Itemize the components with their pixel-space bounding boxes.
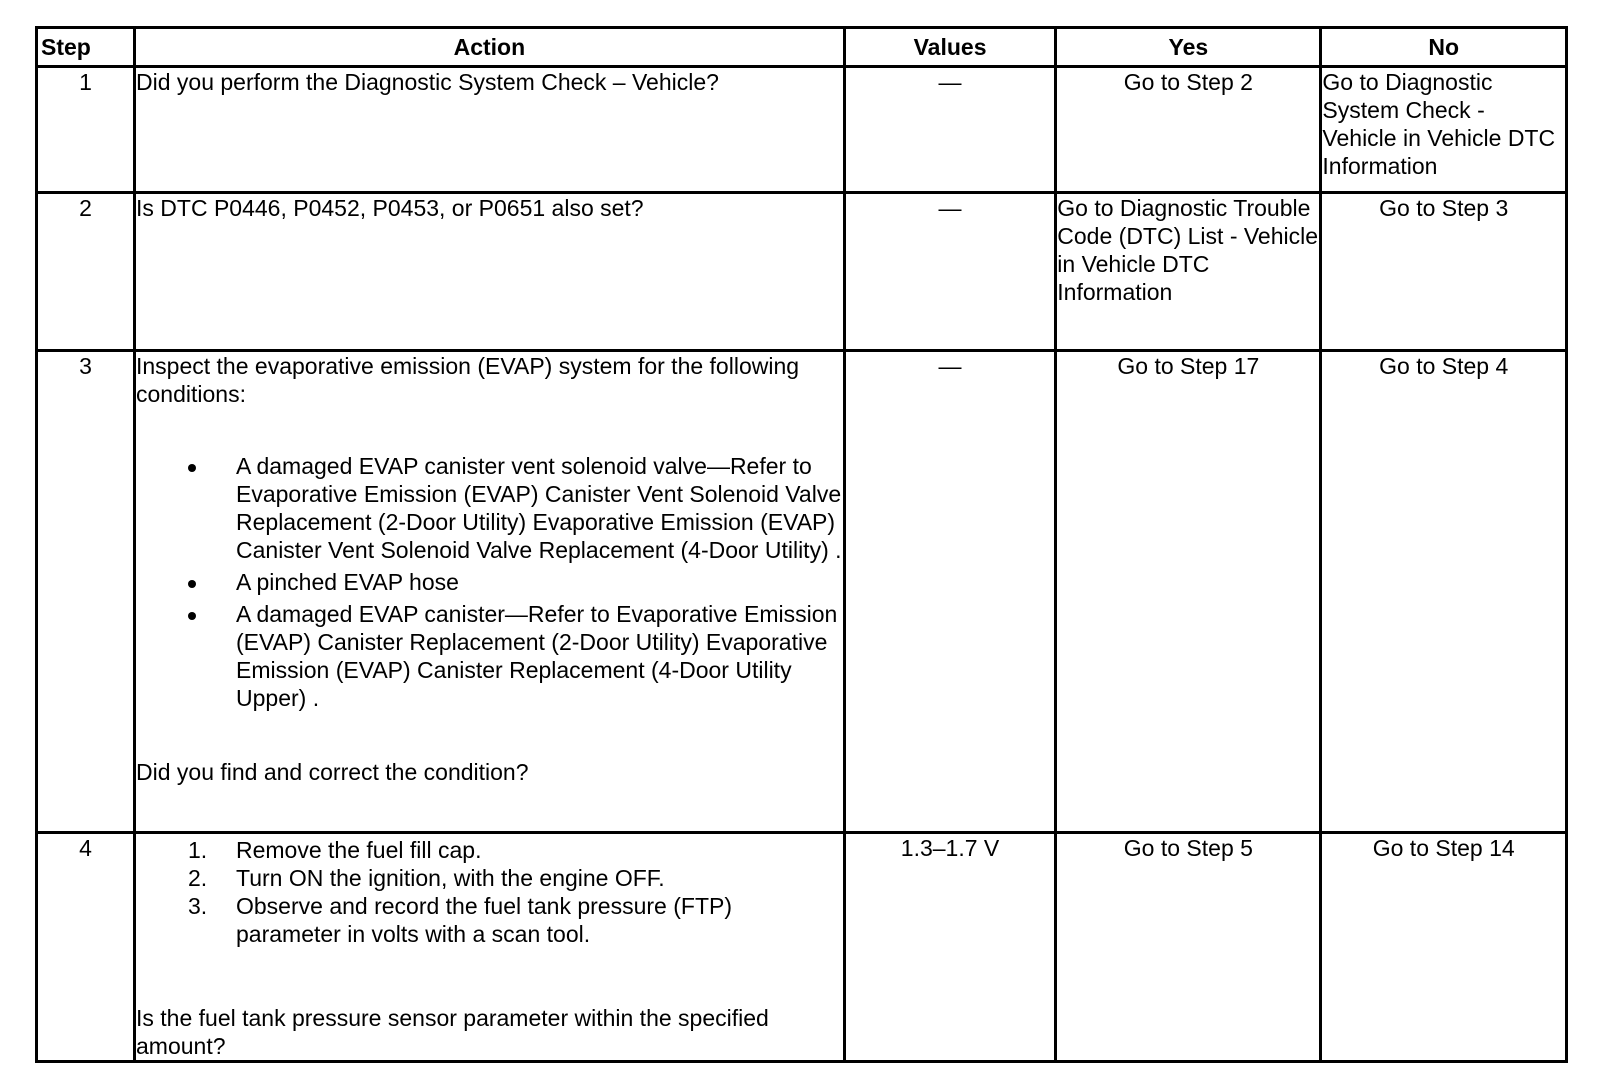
yes-link[interactable]: Go to Step 5 bbox=[1056, 833, 1321, 1062]
action-text: Did you perform the Diagnostic System Check – Vehicle? bbox=[135, 67, 845, 193]
list-item-text: Remove the fuel fill cap. bbox=[236, 837, 482, 863]
list-number: 2. bbox=[188, 865, 208, 891]
header-action: Action bbox=[135, 28, 845, 67]
value-cell: — bbox=[844, 351, 1055, 833]
value-cell: — bbox=[844, 67, 1055, 193]
header-step: Step bbox=[37, 28, 135, 67]
value-cell: 1.3–1.7 V bbox=[844, 833, 1055, 1062]
bullet-icon bbox=[188, 612, 196, 620]
bullet-icon bbox=[188, 464, 196, 472]
yes-link[interactable]: Go to Diagnostic Trouble Code (DTC) List - Vehicle in Vehicle DTC Information bbox=[1056, 193, 1321, 351]
action-question: Is the fuel tank pressure sensor parameter within the specified amount? bbox=[136, 1005, 769, 1059]
list-item bbox=[136, 864, 843, 892]
list-item-text: A pinched EVAP hose bbox=[236, 569, 459, 595]
step-number: 4 bbox=[37, 833, 135, 1062]
action-intro: Inspect the evaporative emission (EVAP) system for the following conditions: bbox=[136, 353, 800, 407]
header-values: Values bbox=[844, 28, 1055, 67]
header-yes: Yes bbox=[1056, 28, 1321, 67]
no-link[interactable]: Go to Step 14 bbox=[1321, 833, 1567, 1062]
diagnostic-table bbox=[35, 26, 1568, 1063]
condition-list bbox=[136, 452, 843, 712]
list-item bbox=[136, 892, 843, 948]
yes-link[interactable]: Go to Step 17 bbox=[1056, 351, 1321, 833]
header-row bbox=[37, 28, 1567, 67]
no-link[interactable]: Go to Step 4 bbox=[1321, 351, 1567, 833]
header-no: No bbox=[1321, 28, 1567, 67]
no-link[interactable]: Go to Diagnostic System Check - Vehicle in Vehicle DTC Information bbox=[1321, 67, 1567, 193]
list-item bbox=[136, 836, 843, 864]
step-number: 2 bbox=[37, 193, 135, 351]
list-item bbox=[136, 568, 843, 596]
list-number: 3. bbox=[188, 893, 208, 919]
action-cell bbox=[135, 351, 845, 833]
step-number: 1 bbox=[37, 67, 135, 193]
action-text: Is DTC P0446, P0452, P0453, or P0651 also set? bbox=[135, 193, 845, 351]
table-row bbox=[37, 833, 1567, 1062]
table-row bbox=[37, 351, 1567, 833]
bullet-icon bbox=[188, 580, 196, 588]
procedure-list bbox=[136, 836, 843, 948]
value-cell: — bbox=[844, 193, 1055, 351]
step-number: 3 bbox=[37, 351, 135, 833]
action-question: Did you find and correct the condition? bbox=[136, 759, 529, 785]
no-link[interactable]: Go to Step 3 bbox=[1321, 193, 1567, 351]
yes-link[interactable]: Go to Step 2 bbox=[1056, 67, 1321, 193]
list-number: 1. bbox=[188, 837, 208, 863]
list-item-text: Observe and record the fuel tank pressure (FTP) parameter in volts with a scan tool. bbox=[236, 893, 732, 947]
list-item-text: A damaged EVAP canister—Refer to Evaporative Emission (EVAP) Canister Replacement (2-Door Utility) Evaporative Emission (EVAP) Canister Replacement (4-Door Utility Upper) . bbox=[236, 601, 838, 711]
list-item bbox=[136, 600, 843, 712]
table-row bbox=[37, 67, 1567, 193]
list-item-text: Turn ON the ignition, with the engine OFF. bbox=[236, 865, 665, 891]
list-item-text: A damaged EVAP canister vent solenoid valve—Refer to Evaporative Emission (EVAP) Canister Vent Solenoid Valve Replacement (2-Door Utility) Evaporative Emission (EVAP) Canister Vent Solenoid Valve Replacement (4-Door Utility) . bbox=[236, 453, 842, 563]
list-item bbox=[136, 452, 843, 564]
table-row bbox=[37, 193, 1567, 351]
action-cell bbox=[135, 833, 845, 1062]
